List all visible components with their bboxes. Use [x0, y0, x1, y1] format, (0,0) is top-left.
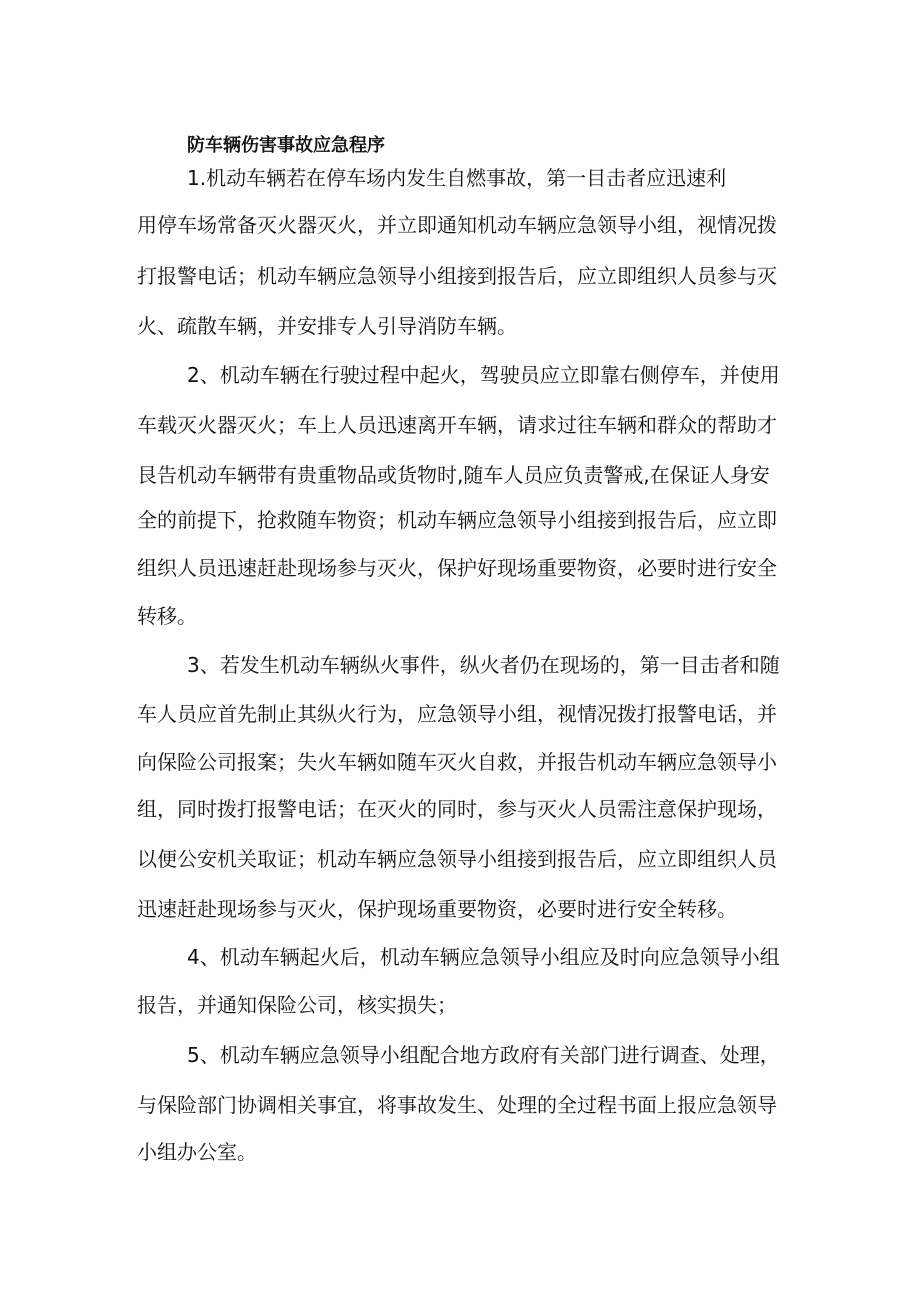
- text-line: 报告，并通知保险公司，核实损失；: [137, 993, 457, 1017]
- text-line: 迅速赶赴现场参与灭火，保护现场重要物资，必要时进行安全转移。: [137, 897, 737, 921]
- text-line: 5、机动车辆应急领导小组配合地方政府有关部门进行调查、处理，: [187, 1043, 780, 1067]
- text-line: 转移。: [137, 604, 197, 628]
- text-line: 2、机动车辆在行驶过程中起火，驾驶员应立即靠右侧停车，并使用: [187, 363, 780, 387]
- text-line: 全的前提下，抢救随车物资；机动车辆应急领导小组接到报告后，应立即: [137, 508, 777, 532]
- text-line: 1.机动车辆若在停车场内发生自燃事故，第一目击者应迅速利: [187, 166, 727, 190]
- text-line: 以便公安机关取证；机动车辆应急领导小组接到报告后，应立即组织人员: [137, 847, 777, 871]
- text-line: 组，同时拨打报警电话；在灭火的同时，参与灭火人员需注意保护现场，: [137, 797, 777, 821]
- text-line: 车载灭火器灭火；车上人员迅速离开车辆，请求过往车辆和群众的帮助才: [137, 413, 777, 437]
- text-line: 组织人员迅速赶赴现场参与灭火，保护好现场重要物资，必要时进行安全: [137, 556, 777, 580]
- text-line: 火、疏散车辆，并安排专人引导消防车辆。: [137, 314, 517, 338]
- text-line: 与保险部门协调相关事宜，将事故发生、处理的全过程书面上报应急领导: [137, 1093, 777, 1117]
- text-line: 3、若发生机动车辆纵火事件，纵火者仍在现场的，第一目击者和随: [187, 653, 780, 677]
- text-line: 4、机动车辆起火后，机动车辆应急领导小组应及时向应急领导小组: [187, 945, 780, 969]
- text-line: 车人员应首先制止其纵火行为，应急领导小组，视情况拨打报警电话，并: [137, 702, 777, 726]
- text-line: 用停车场常备灭火器灭火，并立即通知机动车辆应急领导小组，视情况拨: [137, 213, 777, 237]
- text-line: 打报警电话；机动车辆应急领导小组接到报告后，应立即组织人员参与灭: [137, 264, 777, 288]
- text-line: 向保险公司报案；失火车辆如随车灭火自救，并报告机动车辆应急领导小: [137, 750, 777, 774]
- text-line: 艮告机动车辆带有贵重物品或货物时,随车人员应负责警戒,在保证人身安: [137, 463, 770, 487]
- text-line: 小组办公室。: [137, 1140, 257, 1164]
- document-title: 防车辆伤害事故应急程序: [187, 135, 385, 156]
